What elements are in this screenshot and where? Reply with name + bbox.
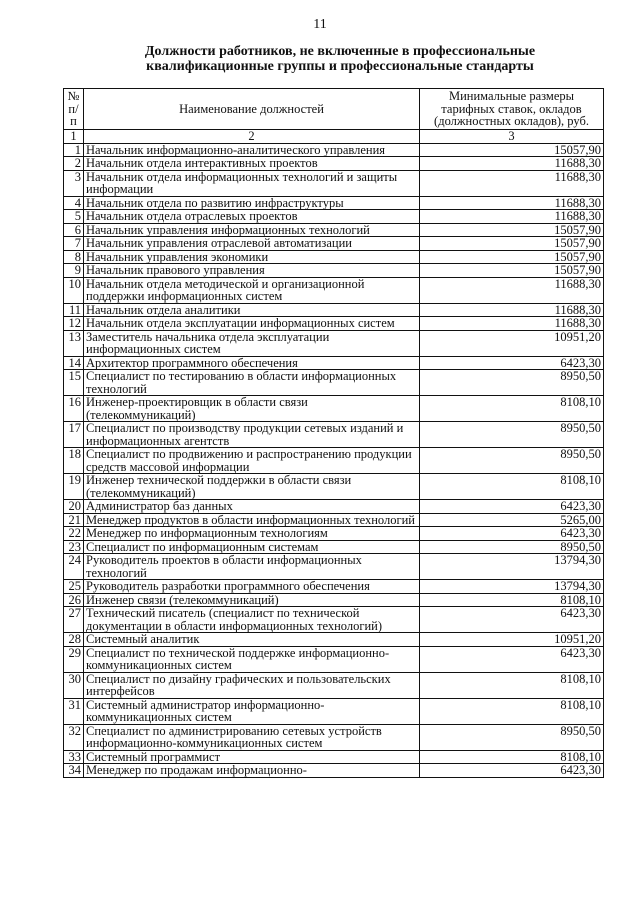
row-number: 25 bbox=[64, 580, 84, 594]
salary-value: 11688,30 bbox=[420, 317, 604, 331]
position-name: Начальник отдела по развитию инфраструктуры bbox=[84, 196, 420, 210]
position-name: Инженер-проектировщик в области связи (телекоммуникаций) bbox=[84, 396, 420, 422]
salary-value: 15057,90 bbox=[420, 237, 604, 251]
salary-value: 6423,30 bbox=[420, 646, 604, 672]
table-row bbox=[64, 593, 604, 607]
row-number: 5 bbox=[64, 210, 84, 224]
row-number: 29 bbox=[64, 646, 84, 672]
position-name: Начальник управления экономики bbox=[84, 250, 420, 264]
salary-value: 5265,00 bbox=[420, 513, 604, 527]
row-number: 21 bbox=[64, 513, 84, 527]
table-row bbox=[64, 633, 604, 647]
salary-value: 10951,20 bbox=[420, 330, 604, 356]
salary-value: 13794,30 bbox=[420, 580, 604, 594]
column-index-3: 3 bbox=[420, 130, 604, 144]
row-number: 20 bbox=[64, 500, 84, 514]
table-row bbox=[64, 264, 604, 278]
salary-value: 11688,30 bbox=[420, 277, 604, 303]
column-index-row bbox=[64, 130, 604, 144]
row-number: 11 bbox=[64, 303, 84, 317]
table-row bbox=[64, 513, 604, 527]
table-row bbox=[64, 196, 604, 210]
row-number: 22 bbox=[64, 527, 84, 541]
document-title-line-2: квалификационные группы и профессиональные стандарты bbox=[146, 59, 534, 74]
table-row bbox=[64, 527, 604, 541]
table-row bbox=[64, 356, 604, 370]
table-row bbox=[64, 607, 604, 633]
table-row bbox=[64, 317, 604, 331]
position-name: Системный программист bbox=[84, 750, 420, 764]
position-name: Системный аналитик bbox=[84, 633, 420, 647]
position-name: Системный администратор информационно-коммуникационных систем bbox=[84, 698, 420, 724]
row-number: 3 bbox=[64, 170, 84, 196]
salary-value: 8950,50 bbox=[420, 422, 604, 448]
table-row bbox=[64, 448, 604, 474]
row-number: 30 bbox=[64, 672, 84, 698]
position-name: Начальник правового управления bbox=[84, 264, 420, 278]
position-name: Инженер технической поддержки в области связи (телекоммуникаций) bbox=[84, 474, 420, 500]
positions-table bbox=[63, 88, 604, 778]
table-row bbox=[64, 540, 604, 554]
row-number: 23 bbox=[64, 540, 84, 554]
column-index-1: 1 bbox=[64, 130, 84, 144]
row-number: 9 bbox=[64, 264, 84, 278]
row-number: 10 bbox=[64, 277, 84, 303]
table-row bbox=[64, 422, 604, 448]
salary-value: 10951,20 bbox=[420, 633, 604, 647]
table-row bbox=[64, 210, 604, 224]
table-row bbox=[64, 237, 604, 251]
salary-value: 11688,30 bbox=[420, 196, 604, 210]
salary-value: 8950,50 bbox=[420, 448, 604, 474]
position-name: Начальник управления отраслевой автоматизации bbox=[84, 237, 420, 251]
salary-value: 8950,50 bbox=[420, 540, 604, 554]
table-row bbox=[64, 330, 604, 356]
table-row bbox=[64, 250, 604, 264]
table-row bbox=[64, 764, 604, 778]
position-name: Специалист по информационным системам bbox=[84, 540, 420, 554]
row-number: 6 bbox=[64, 223, 84, 237]
table-row bbox=[64, 646, 604, 672]
position-name: Администратор баз данных bbox=[84, 500, 420, 514]
salary-value: 8108,10 bbox=[420, 750, 604, 764]
row-number: 24 bbox=[64, 554, 84, 580]
row-number: 13 bbox=[64, 330, 84, 356]
salary-value: 13794,30 bbox=[420, 554, 604, 580]
position-name: Специалист по тестированию в области информационных технологий bbox=[84, 370, 420, 396]
position-name: Начальник информационно-аналитического управления bbox=[84, 143, 420, 157]
position-name: Заместитель начальника отдела эксплуатации информационных систем bbox=[84, 330, 420, 356]
table-row bbox=[64, 157, 604, 171]
salary-value: 11688,30 bbox=[420, 210, 604, 224]
row-number: 17 bbox=[64, 422, 84, 448]
column-index-2: 2 bbox=[84, 130, 420, 144]
salary-value: 11688,30 bbox=[420, 303, 604, 317]
table-row bbox=[64, 500, 604, 514]
row-number: 16 bbox=[64, 396, 84, 422]
row-number: 4 bbox=[64, 196, 84, 210]
position-name: Начальник управления информационных технологий bbox=[84, 223, 420, 237]
salary-value: 8108,10 bbox=[420, 474, 604, 500]
salary-value: 8950,50 bbox=[420, 370, 604, 396]
salary-value: 8108,10 bbox=[420, 698, 604, 724]
row-number: 1 bbox=[64, 143, 84, 157]
table-header-row bbox=[64, 89, 604, 130]
position-name: Архитектор программного обеспечения bbox=[84, 356, 420, 370]
header-num: № п/п bbox=[64, 89, 84, 130]
salary-value: 15057,90 bbox=[420, 264, 604, 278]
table-row bbox=[64, 370, 604, 396]
position-name: Инженер связи (телекоммуникаций) bbox=[84, 593, 420, 607]
salary-value: 6423,30 bbox=[420, 500, 604, 514]
salary-value: 6423,30 bbox=[420, 764, 604, 778]
table-row bbox=[64, 750, 604, 764]
position-name: Начальник отдела эксплуатации информационных систем bbox=[84, 317, 420, 331]
salary-value: 8108,10 bbox=[420, 672, 604, 698]
position-name: Специалист по продвижению и распространению продукции средств массовой информации bbox=[84, 448, 420, 474]
header-name: Наименование должностей bbox=[84, 89, 420, 130]
row-number: 34 bbox=[64, 764, 84, 778]
salary-value: 6423,30 bbox=[420, 607, 604, 633]
salary-value: 11688,30 bbox=[420, 157, 604, 171]
row-number: 26 bbox=[64, 593, 84, 607]
table-row bbox=[64, 672, 604, 698]
position-name: Специалист по дизайну графических и пользовательских интерфейсов bbox=[84, 672, 420, 698]
row-number: 28 bbox=[64, 633, 84, 647]
page-number: 11 bbox=[313, 17, 327, 32]
table-row bbox=[64, 303, 604, 317]
position-name: Начальник отдела информационных технологий и защиты информации bbox=[84, 170, 420, 196]
row-number: 2 bbox=[64, 157, 84, 171]
row-number: 31 bbox=[64, 698, 84, 724]
row-number: 14 bbox=[64, 356, 84, 370]
position-name: Менеджер по продажам информационно- bbox=[84, 764, 420, 778]
table-row bbox=[64, 143, 604, 157]
position-name: Менеджер продуктов в области информационных технологий bbox=[84, 513, 420, 527]
table-row bbox=[64, 698, 604, 724]
salary-value: 8108,10 bbox=[420, 396, 604, 422]
row-number: 32 bbox=[64, 724, 84, 750]
table-row bbox=[64, 724, 604, 750]
row-number: 15 bbox=[64, 370, 84, 396]
table-row bbox=[64, 277, 604, 303]
position-name: Руководитель разработки программного обеспечения bbox=[84, 580, 420, 594]
salary-value: 15057,90 bbox=[420, 143, 604, 157]
salary-value: 15057,90 bbox=[420, 223, 604, 237]
row-number: 19 bbox=[64, 474, 84, 500]
table-row bbox=[64, 474, 604, 500]
row-number: 7 bbox=[64, 237, 84, 251]
position-name: Специалист по администрированию сетевых устройств информационно-коммуникационных систем bbox=[84, 724, 420, 750]
table-row bbox=[64, 554, 604, 580]
position-name: Специалист по производству продукции сетевых изданий и информационных агентств bbox=[84, 422, 420, 448]
row-number: 8 bbox=[64, 250, 84, 264]
row-number: 18 bbox=[64, 448, 84, 474]
row-number: 27 bbox=[64, 607, 84, 633]
salary-value: 11688,30 bbox=[420, 170, 604, 196]
document-title-line-1: Должности работников, не включенные в профессиональные bbox=[144, 44, 536, 59]
salary-value: 8108,10 bbox=[420, 593, 604, 607]
position-name: Руководитель проектов в области информационных технологий bbox=[84, 554, 420, 580]
table-row bbox=[64, 223, 604, 237]
document-title bbox=[60, 44, 620, 74]
position-name: Начальник отдела отраслевых проектов bbox=[84, 210, 420, 224]
row-number: 12 bbox=[64, 317, 84, 331]
position-name: Технический писатель (специалист по технической документации в области информационных технологий) bbox=[84, 607, 420, 633]
salary-value: 6423,30 bbox=[420, 527, 604, 541]
position-name: Специалист по технической поддержке информационно-коммуникационных систем bbox=[84, 646, 420, 672]
header-salary: Минимальные размеры тарифных ставок, окладов (должностных окладов), руб. bbox=[420, 89, 604, 130]
position-name: Начальник отдела аналитики bbox=[84, 303, 420, 317]
position-name: Начальник отдела интерактивных проектов bbox=[84, 157, 420, 171]
table-row bbox=[64, 170, 604, 196]
position-name: Менеджер по информационным технологиям bbox=[84, 527, 420, 541]
table-row bbox=[64, 396, 604, 422]
row-number: 33 bbox=[64, 750, 84, 764]
salary-value: 6423,30 bbox=[420, 356, 604, 370]
position-name: Начальник отдела методической и организационной поддержки информационных систем bbox=[84, 277, 420, 303]
table-row bbox=[64, 580, 604, 594]
salary-value: 8950,50 bbox=[420, 724, 604, 750]
salary-value: 15057,90 bbox=[420, 250, 604, 264]
